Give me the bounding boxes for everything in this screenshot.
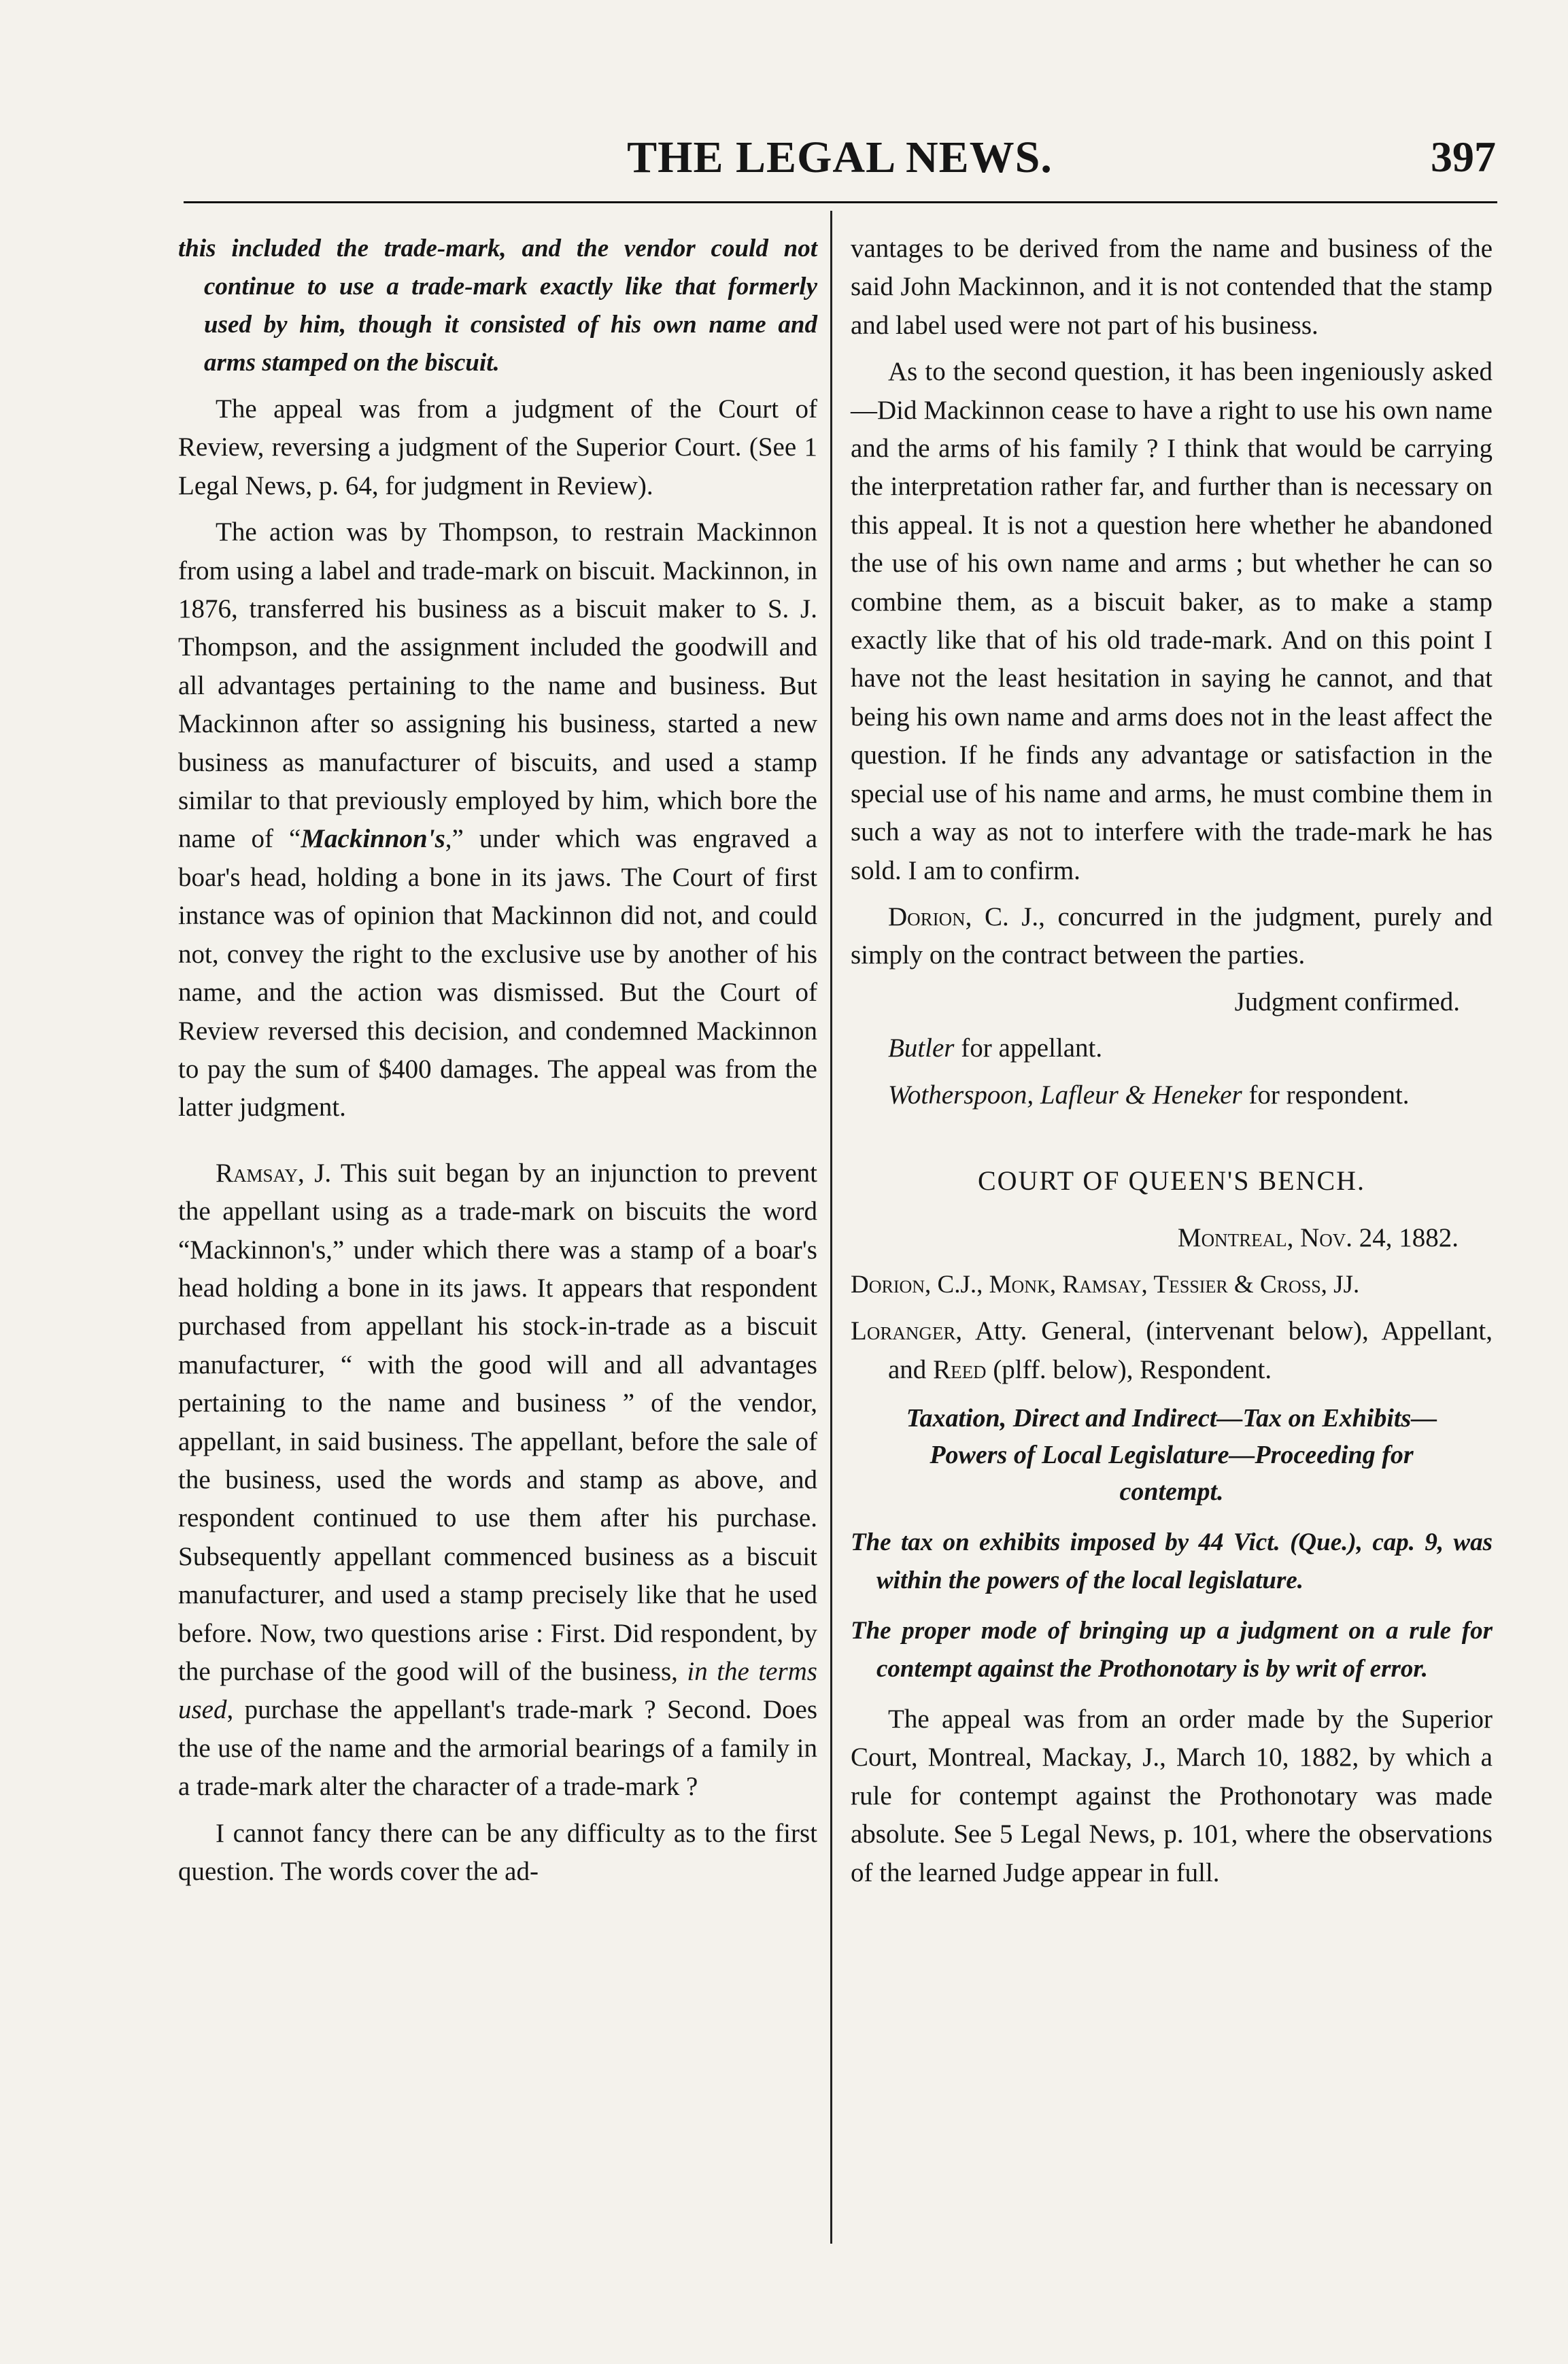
- judge-name: Ramsay, J.: [216, 1158, 332, 1188]
- court-heading: COURT OF QUEEN'S BENCH.: [977, 1165, 1366, 1196]
- case-parties: [851, 1312, 1493, 1389]
- paragraph: I cannot fancy there can be any difficulty as to the first question. The words cover the ad-: [178, 1818, 817, 1887]
- text-run: This suit began by an injunction to prevent the appellant using as a trade-mark on biscuits the word “Mackinnon's,” under which there was a stamp of a boar's head holding a bone in its jaws. It appears that respondent purchased from appellant his stock-in-trade as a biscuit manufacturer, “ with the good will and all advantages pertaining to the name and business ” of the vendor, appellant, in said business. The appellant, before the sale of the business, used the words and stamp as above, and respondent continued to use them after his purchase. Subsequently appellant commenced business as a biscuit manufacturer, and used a stamp precisely like that he used before. Now, two questions arise : First. Did respondent, by the purchase of the good will of the business,: [178, 1158, 817, 1686]
- counsel-name: Butler: [888, 1033, 955, 1063]
- paragraph: vantages to be derived from the name and business of the said John Mackinnon, and it is not contended that the stamp and label used were not part of his business.: [851, 234, 1493, 340]
- headnote: The proper mode of bringing up a judgment on a rule for contempt against the Prothonotary is by writ of error.: [851, 1616, 1493, 1683]
- judge-name: Dorion, C. J.: [888, 902, 1039, 931]
- paragraph: [178, 513, 817, 1127]
- bench-line: Dorion, C.J., Monk, Ramsay, Tessier & Cross, JJ.: [851, 1270, 1360, 1299]
- counsel-line: [851, 1029, 1493, 1067]
- counsel-line: [851, 1076, 1493, 1114]
- text-run: The action was by Thompson, to restrain Mackinnon from using a label and trade-mark on biscuit. Mackinnon, in 1876, transferred his business as a biscuit maker to S. J. Thompson, and the assignment included the goodwill and all advantages pertaining to the name and business. But Mackinnon after so assigning his business, started a new business as manufacturer of biscuits, and used a stamp similar to that previously employed by him, which bore the name of “: [178, 517, 817, 854]
- text-run: for respondent.: [1242, 1080, 1410, 1110]
- paragraph: As to the second question, it has been ingeniously asked—Did Mackinnon cease to have a right to use his own name and the arms of his family ? I think that would be carrying the interpretation rather far, and further than is necessary on this appeal. It is not a question here whether he abandoned the use of his own name and arms ; but whether he can so combine them, as a biscuit baker, as to make a stamp exactly like that of his old trade-mark. And on this point I have not the least hesitation in saying he cannot, and that being his own name and arms does not in the least affect the question. If he finds any advantage or satisfaction in the special use of his name and arms, he must combine them in such a way as not to interfere with the trade-mark he has sold. I am to confirm.: [851, 357, 1493, 885]
- paragraph: The appeal was from a judgment of the Court of Review, reversing a judgment of the Superior Court. (See 1 Legal News, p. 64, for judgment in Review).: [178, 394, 817, 500]
- header-rule: [184, 201, 1497, 203]
- running-title: THE LEGAL NEWS.: [627, 133, 1053, 182]
- case-date: Montreal, Nov. 24, 1882.: [1177, 1223, 1459, 1253]
- text-run: , Atty. General, (intervenant below), Appellant, and: [888, 1316, 1493, 1384]
- counsel-name: Wotherspoon, Lafleur & Heneker: [888, 1080, 1242, 1110]
- text-run-italic: Mackinnon's: [301, 824, 445, 854]
- text-run: , purchase the appellant's trade-mark ? Second. Does the use of the name and the armorial bearings of a family in a trade-mark alter the character of a trade-mark ?: [178, 1695, 817, 1802]
- page-header: [184, 121, 1496, 189]
- paragraph: The appeal was from an order made by the Superior Court, Montreal, Mackay, J., March 10, 1882, by which a rule for contempt against the Prothonotary was made absolute. See 5 Legal News, p. 101, where the observations of the learned Judge appear in full.: [851, 1704, 1493, 1887]
- headnote: The tax on exhibits imposed by 44 Vict. (Que.), cap. 9, was within the powers of the local legislature.: [851, 1528, 1493, 1594]
- text-run-italic: in the terms used: [178, 1657, 817, 1725]
- paragraph: [178, 1154, 817, 1806]
- party-name: Reed: [933, 1354, 987, 1384]
- judgment-result: Judgment confirmed.: [1234, 987, 1460, 1016]
- text-run: (plff. below), Respondent.: [986, 1354, 1272, 1384]
- paragraph: [851, 898, 1493, 975]
- text-run: , concurred in the judgment, purely and simply on the contract between the parties.: [851, 902, 1493, 970]
- subject-heading: Taxation, Direct and Indirect—Tax on Exhibits—Powers of Local Legislature—Proceeding for contempt.: [906, 1403, 1437, 1506]
- party-name: Loranger: [851, 1316, 956, 1346]
- page-number: 397: [1431, 133, 1496, 181]
- headnote-continued: this included the trade-mark, and the vendor could not continue to use a trade-mark exactly like that formerly used by him, though it consisted of his own name and arms stamped on the biscuit.: [178, 235, 817, 377]
- column-divider: [830, 211, 832, 2244]
- text-run: for appellant.: [954, 1033, 1103, 1063]
- left-column: [178, 230, 817, 1899]
- text-run: ,” under which was engraved a boar's head, holding a bone in its jaws. The Court of first instance was of opinion that Mackinnon did not, and could not, convey the right to the exclusive use by another of his name, and the action was dismissed. But the Court of Review reversed this decision, and condemned Mackinnon to pay the sum of $400 damages. The appeal was from the latter judgment.: [178, 824, 817, 1123]
- right-column: [851, 230, 1493, 1900]
